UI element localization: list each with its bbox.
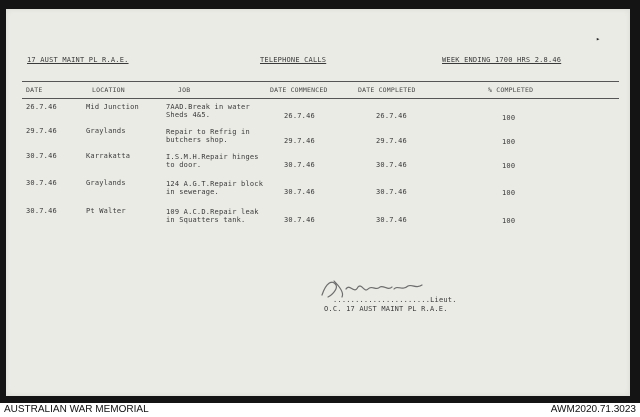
signatory-role: O.C. 17 AUST MAINT PL R.A.E. <box>324 305 448 313</box>
archive-footer <box>0 403 640 417</box>
table-row-completed: 26.7.46 <box>376 112 407 120</box>
table-row-location: Graylands <box>86 127 126 135</box>
table-row-job: 7AAD.Break in water Sheds 4&5. <box>166 103 250 119</box>
table-row-job: I.S.M.H.Repair hinges to door. <box>166 153 259 169</box>
table-row-date: 30.7.46 <box>26 152 57 160</box>
document-title: TELEPHONE CALLS <box>260 56 327 64</box>
table-row-commenced: 30.7.46 <box>284 161 315 169</box>
table-row-completed: 29.7.46 <box>376 137 407 145</box>
table-row-location: Mid Junction <box>86 103 139 111</box>
table-row-completed: 30.7.46 <box>376 161 407 169</box>
table-row-location: Graylands <box>86 179 126 187</box>
table-row-date: 30.7.46 <box>26 179 57 187</box>
column-header-job: JOB <box>178 86 191 94</box>
table-row-date: 29.7.46 <box>26 127 57 135</box>
column-header-date-completed: DATE COMPLETED <box>358 86 416 94</box>
footer-accession-number: AWM2020.71.3023 <box>550 404 636 415</box>
column-header-percent-completed: % COMPLETED <box>488 86 534 94</box>
table-row-date: 26.7.46 <box>26 103 57 111</box>
table-row-percent: 100 <box>502 114 516 122</box>
margin-mark-icon: ▸ <box>596 35 601 43</box>
table-row-job: 109 A.C.D.Repair leak in Squatters tank. <box>166 208 259 224</box>
table-row-percent: 100 <box>502 138 516 146</box>
table-row-commenced: 26.7.46 <box>284 112 315 120</box>
table-row-location: Pt Walter <box>86 207 126 215</box>
table-top-rule <box>22 81 619 82</box>
table-row-completed: 30.7.46 <box>376 216 407 224</box>
column-header-date-commenced: DATE COMMENCED <box>270 86 328 94</box>
table-row-percent: 100 <box>502 217 516 225</box>
table-row-percent: 100 <box>502 189 516 197</box>
table-row-location: Karrakatta <box>86 152 131 160</box>
table-row-completed: 30.7.46 <box>376 188 407 196</box>
table-row-percent: 100 <box>502 162 516 170</box>
signature-line: ......................Lieut. <box>333 296 457 304</box>
table-row-date: 30.7.46 <box>26 207 57 215</box>
table-header-rule <box>22 98 619 99</box>
column-header-location: LOCATION <box>92 86 125 94</box>
table-row-job: Repair to Refrig in butchers shop. <box>166 128 250 144</box>
document-page <box>6 9 630 396</box>
week-ending: WEEK ENDING 1700 HRS 2.8.46 <box>442 56 562 64</box>
table-row-commenced: 30.7.46 <box>284 188 315 196</box>
table-row-commenced: 30.7.46 <box>284 216 315 224</box>
table-row-job: 124 A.G.T.Repair block in sewerage. <box>166 180 264 196</box>
column-header-date: DATE <box>26 86 43 94</box>
table-row-commenced: 29.7.46 <box>284 137 315 145</box>
footer-institution: AUSTRALIAN WAR MEMORIAL <box>4 404 149 415</box>
unit-name: 17 AUST MAINT PL R.A.E. <box>27 56 129 64</box>
